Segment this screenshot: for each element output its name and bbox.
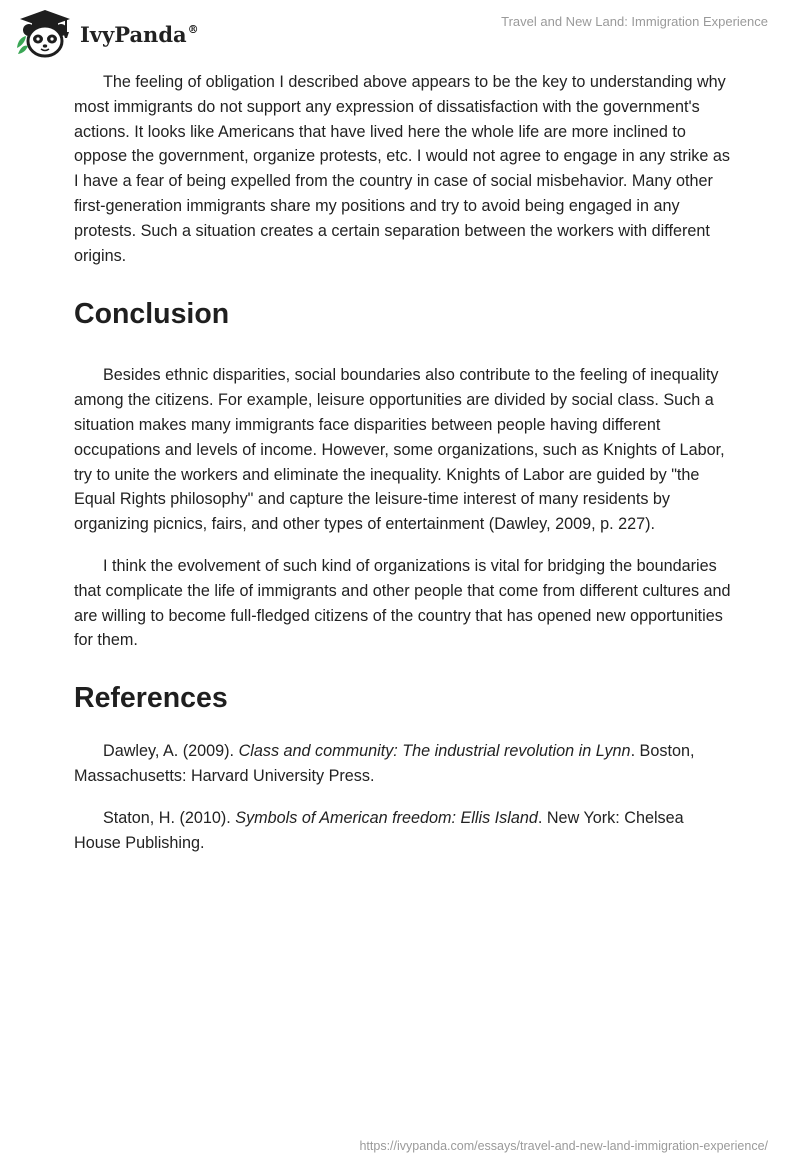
page-header <box>0 0 800 70</box>
logo-wordmark: IvyPanda® <box>80 21 199 47</box>
body-paragraph: I think the evolvement of such kind of organizations is vital for bridging the boundaries that complicate the life of immigrants and other people that come from different cultures and are willing to become full-fledged citizens of the country that has opened new opportunities for them. <box>74 556 731 650</box>
references-heading: References <box>74 682 228 715</box>
reference-author-year: Dawley, A. (2009). <box>103 742 239 761</box>
reference-title: Class and community: The industrial revolution in Lynn <box>238 742 631 761</box>
conclusion-heading: Conclusion <box>74 298 230 331</box>
body-paragraph: The feeling of obligation I described above appears to be the key to understanding why most immigrants do not support any expression of dissatisfaction with the government's actions. It looks like Americans that have lived here the whole life are more inclined to oppose the government, organize protests, etc. I would not agree to engage in any strike as I have a fear of being expelled from the country in case of social misbehavior. Many other first-generation immigrants share my positions and try to avoid being engaged in any protests. Such a situation creates a certain separation between the workers with different origins. <box>74 73 730 265</box>
reference-publisher: . New York: Chelsea House Publishing. <box>74 808 684 852</box>
reference-entry <box>74 739 734 789</box>
registered-mark: ® <box>187 22 199 36</box>
document-title: Travel and New Land: Immigration Experience <box>501 14 768 29</box>
panda-logo-icon <box>14 8 76 58</box>
reference-publisher: . Boston, Massachusetts: Harvard University Press. <box>74 742 695 785</box>
reference-entry <box>74 806 734 856</box>
body-paragraph: Besides ethnic disparities, social boundaries also contribute to the feeling of inequality among the citizens. For example, leisure opportunities are divided by social class. Such a situation makes many immigrants face disparities between people having different occupations and levels of income. However, some organizations, such as Knights of Labor, try to unite the workers and eliminate the inequality. Knights of Labor are guided by "the Equal Rights philosophy" and capture the leisure-time interest of many residents by organizing picnics, fairs, and other types of entertainment (Dawley, 2009, p. 227). <box>74 366 725 534</box>
reference-title: Symbols of American freedom: Ellis Island <box>235 808 538 827</box>
essay-content <box>74 70 734 855</box>
source-url[interactable]: https://ivypanda.com/essays/travel-and-new-land-immigration-experience/ <box>359 1139 768 1153</box>
reference-author-year: Staton, H. (2010). <box>103 808 236 827</box>
ivypanda-logo[interactable] <box>14 8 199 58</box>
